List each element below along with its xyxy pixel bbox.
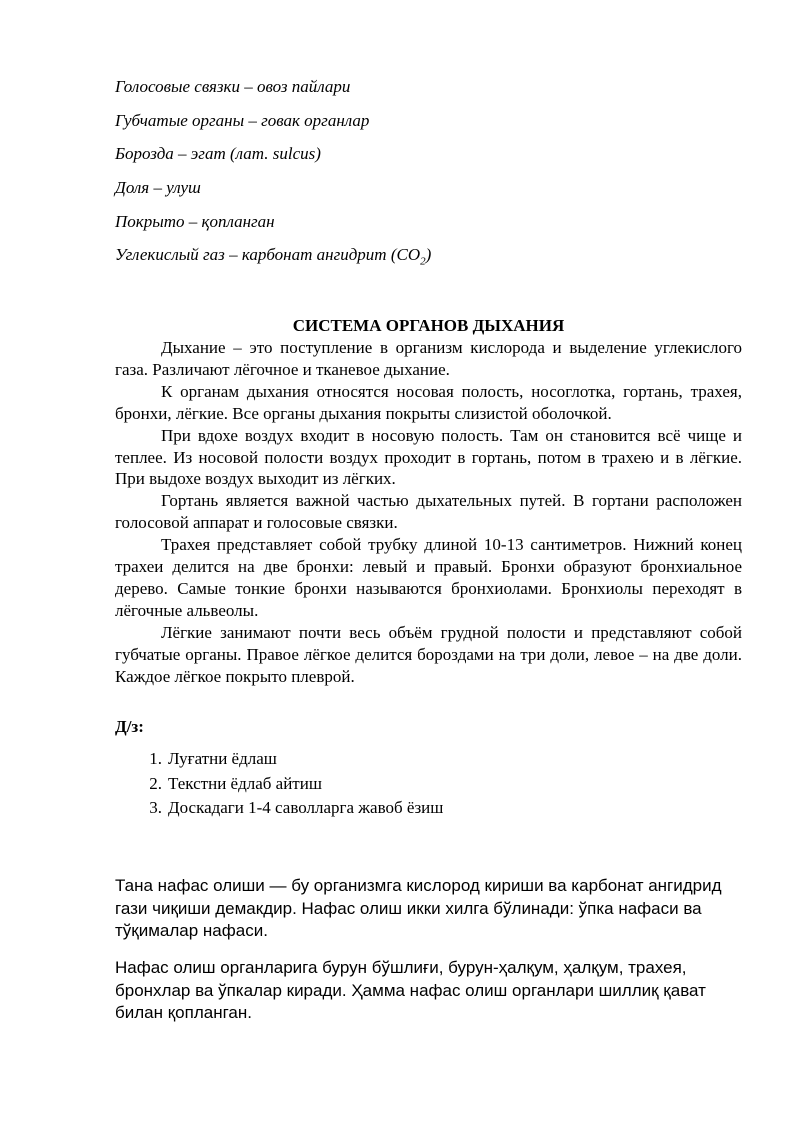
vocabulary-list <box>115 76 715 278</box>
homework-item-text: Текстни ёдлаб айтиш <box>168 773 322 793</box>
subscript: 2 <box>420 255 426 268</box>
homework-item-number: 2. <box>149 773 162 793</box>
vocabulary-item: Борозда – эгат (лат. sulcus) <box>115 144 321 164</box>
paragraph: Дыхание – это поступление в организм кислорода и выделение углекислого газа. Различают лёгочное и тканевое дыхание. <box>115 338 742 379</box>
paragraph: При вдохе воздух входит в носовую полость. Там он становится всё чище и теплее. Из носовой полости воздух проходит в гортань, потом в трахею и в лёгкие. При выдохе воздух выходит из лёгких. <box>115 425 742 489</box>
section-title: СИСТЕМА ОРГАНОВ ДЫХАНИЯ <box>292 316 565 335</box>
uzbek-paragraph: Нафас олиш органларига бурун бўшлиғи, бурун-ҳалқум, ҳалқум, трахея, бронхлар ва ўпкалар киради. Ҳамма нафас олиш органлари шиллиқ қават билан қопланган. <box>115 958 706 1022</box>
uzbek-paragraph: Тана нафас олиши — бу организмга кислород кириши ва карбонат ангидрид гази чиқиши демакдир. Нафас олиш икки хилга бўлинади: ўпка нафаси ва тўқималар нафаси. <box>115 876 722 940</box>
vocabulary-item: Доля – улуш <box>115 178 201 198</box>
paragraph: Лёгкие занимают почти весь объём грудной полости и представляют собой губчатые органы. Правое лёгкое делится бороздами на три доли, левое – на две доли. Каждое лёгкое покрыто плеврой. <box>115 622 742 686</box>
vocabulary-item: Губчатые органы – говак органлар <box>115 110 370 130</box>
homework-item-number: 3. <box>149 798 162 817</box>
section-body <box>115 337 742 688</box>
paragraph: К органам дыхания относятся носовая полость, носоглотка, гортань, трахея, бронхи, лёгкие. Все органы дыхания покрыты слизистой оболочкой. <box>115 381 742 423</box>
paragraph: Гортань является важной частью дыхательных путей. В гортани расположен голосовой аппарат и голосовые связки. <box>115 491 742 533</box>
homework-item-text: Доскадаги 1-4 саволларга жавоб ёзиш <box>168 798 444 817</box>
vocabulary-item-text: Углекислый газ – карбонат ангидрит (CO <box>115 245 421 265</box>
closing-paren: ) <box>425 245 432 265</box>
homework-item-number: 1. <box>149 749 162 768</box>
paragraph: Трахея представляет собой трубку длиной 10-13 сантиметров. Нижний конец трахеи делится на две бронхи: левый и правый. Бронхи образуют бронхиальное дерево. Самые тонкие бронхи называются бронхиолами. Бронхиолы переходят в лёгочные альвеолы. <box>115 535 742 620</box>
homework-item-text: Луғатни ёдлаш <box>168 749 277 768</box>
homework-item <box>115 748 443 773</box>
vocabulary-item: Покрыто – қопланган <box>115 211 275 231</box>
homework-item <box>115 797 443 822</box>
vocabulary-item: Голосовые связки – овоз пайлари <box>115 77 351 96</box>
homework-list <box>115 748 443 822</box>
homework-item <box>115 773 443 798</box>
vocabulary-item <box>115 244 715 278</box>
homework-title: Д/з: <box>115 717 144 736</box>
